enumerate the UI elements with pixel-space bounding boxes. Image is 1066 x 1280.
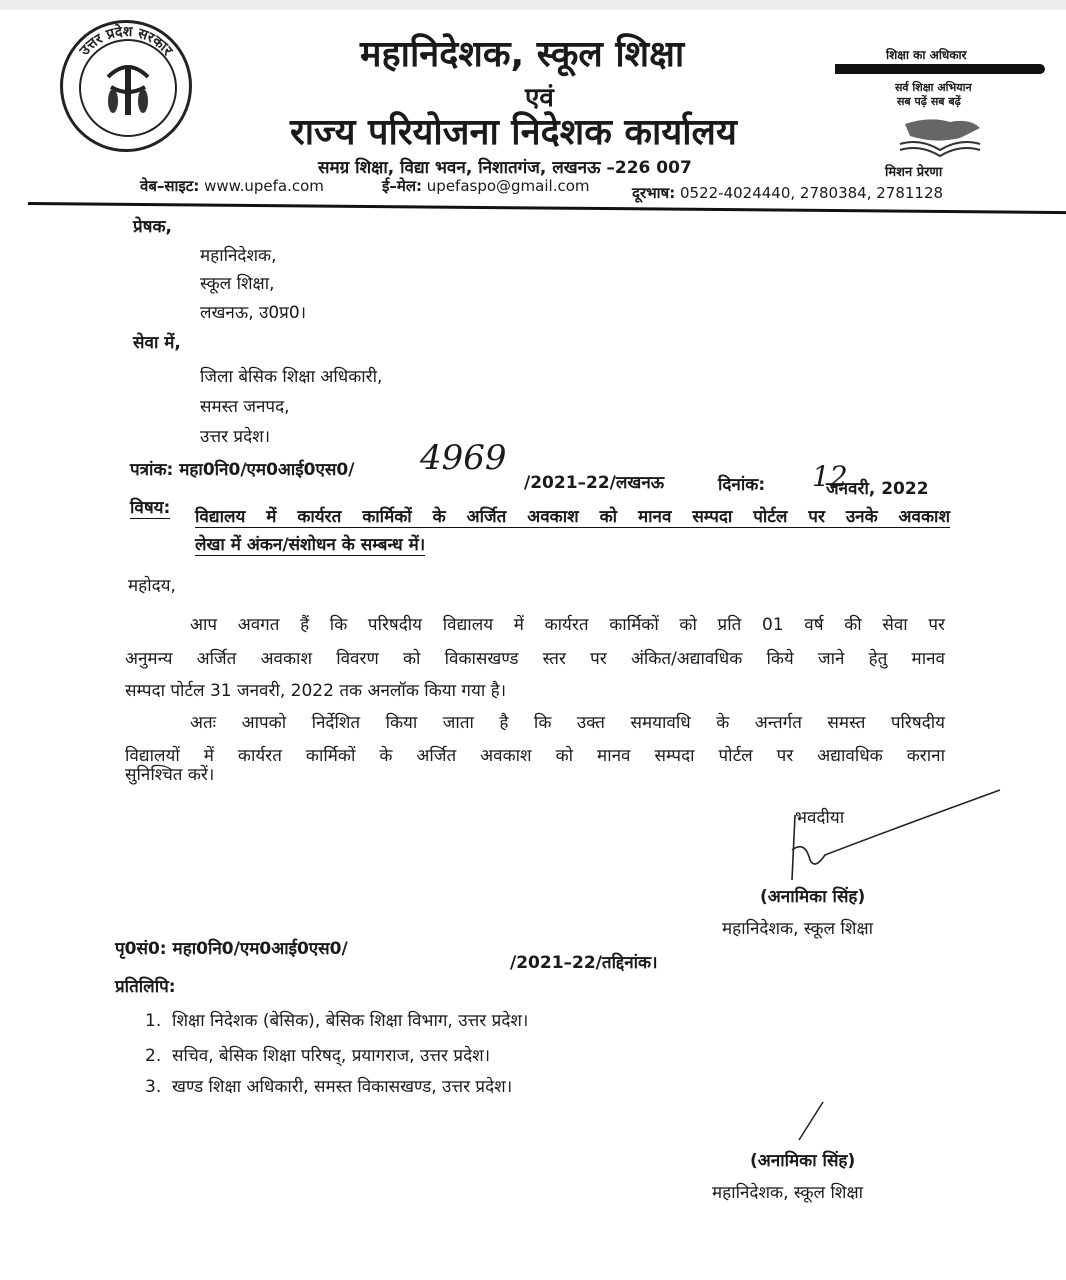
emblem-ring-label: उत्तर प्रदेश सरकार	[76, 23, 176, 59]
mission-prerna-book-map-icon	[890, 114, 990, 158]
reference-line	[130, 457, 354, 480]
endorsement-reference-suffix: /2021–22/तद्दिनांक।	[510, 953, 658, 973]
date-label: दिनांक:	[718, 475, 766, 495]
signatory-name: (अनामिका सिंह)	[760, 887, 866, 907]
copy-item-text: शिक्षा निदेशक (बेसिक), बेसिक शिक्षा विभाग, उत्तर प्रदेश।	[172, 1011, 529, 1031]
copy-item-number: 3.	[145, 1077, 162, 1097]
sarva-shiksha-abhiyan-logo	[835, 34, 1050, 184]
ssa-text: सर्व शिक्षा अभियान	[895, 81, 972, 94]
subject-line: विद्यालय में कार्यरत कार्मिकों के अर्जित अवकाश को मानव सम्पदा पोर्टल पर उनके अवकाश	[195, 504, 950, 528]
svg-text:उत्तर प्रदेश सरकार	[76, 23, 176, 60]
closing-text: भवदीया	[795, 808, 845, 828]
rte-banner-text: शिक्षा का अधिकार	[883, 46, 970, 63]
sender-line: लखनऊ, उ0प्र0।	[200, 303, 307, 323]
sender-label: प्रेषक,	[133, 217, 173, 237]
subject-line: लेखा में अंकन/संशोधन के सम्बन्ध में।	[195, 532, 425, 556]
date-month-year: जनवरी, 2022	[826, 479, 929, 499]
handwritten-signature	[770, 780, 1005, 900]
paragraph-1-line: अनुमन्य अर्जित अवकाश विवरण को विकासखण्ड स्तर पर अंकित/अद्यावधिक किये जाने हेतु मानव	[125, 649, 945, 669]
phone-label: दूरभाष:	[632, 184, 676, 202]
bow-fish-emblem-icon	[103, 57, 153, 117]
pencil-graphic-icon	[835, 64, 1045, 74]
ssa-slogan: सब पढ़ें सब बढ़ें	[897, 95, 961, 108]
letterhead-divider	[28, 202, 1066, 214]
website-label: वेब–साइट:	[140, 177, 200, 195]
reference-prefix: महा0नि0/एम0आई0एस0/	[179, 460, 355, 480]
subject-label: विषय:	[130, 495, 170, 519]
paragraph-1-line: सम्पदा पोर्टल 31 जनवरी, 2022 तक अनलॉक किया गया है।	[125, 681, 507, 701]
sender-line: महानिदेशक,	[200, 246, 277, 266]
website-contact	[140, 176, 324, 196]
handwritten-letter-number: 4969	[420, 438, 507, 478]
paragraph-1-line: आप अवगत हैं कि परिषदीय विद्यालय में कार्यरत कार्मिकों को प्रति 01 वर्ष की सेवा पर	[190, 615, 945, 635]
handwritten-initial	[795, 1100, 825, 1145]
copy-item-number: 1.	[145, 1011, 162, 1031]
paragraph-2-line: सुनिश्चित करें।	[125, 765, 215, 785]
website-link[interactable]: www.upefa.com	[204, 177, 324, 195]
reference-label: पत्रांक:	[130, 460, 174, 480]
signatory-designation: महानिदेशक, स्कूल शिक्षा	[712, 1183, 864, 1203]
copy-to-label: प्रतिलिपि:	[115, 977, 176, 997]
signatory-name: (अनामिका सिंह)	[750, 1151, 856, 1171]
email-link[interactable]: upefaspo@gmail.com	[426, 177, 590, 195]
salutation: महोदय,	[128, 576, 176, 596]
recipient-label: सेवा में,	[133, 333, 181, 353]
copy-item-text: सचिव, बेसिक शिक्षा परिषद्, प्रयागराज, उत्तर प्रदेश।	[172, 1046, 491, 1066]
scan-top-edge	[0, 0, 1066, 10]
phone-contact	[632, 183, 943, 203]
copy-item-number: 2.	[145, 1046, 162, 1066]
email-label: ई–मेल:	[382, 177, 423, 195]
letterhead-conjunction: एवं	[525, 83, 554, 113]
mission-prerna-text: मिशन प्रेरणा	[885, 165, 943, 180]
signatory-designation: महानिदेशक, स्कूल शिक्षा	[722, 919, 874, 939]
sender-line: स्कूल शिक्षा,	[200, 274, 275, 294]
paragraph-2-line: अतः आपको निर्देशित किया जाता है कि उक्त समयावधि के अन्तर्गत समस्त परिषदीय	[190, 713, 945, 733]
recipient-line: समस्त जनपद,	[200, 397, 290, 417]
letterhead-office-name: राज्य परियोजना निदेशक कार्यालय	[290, 112, 737, 153]
reference-suffix: /2021–22/लखनऊ	[524, 473, 665, 493]
copy-list-item	[145, 1043, 490, 1066]
recipient-line: जिला बेसिक शिक्षा अधिकारी,	[200, 367, 383, 387]
copy-item-text: खण्ड शिक्षा अधिकारी, समस्त विकासखण्ड, उत्तर प्रदेश।	[172, 1077, 513, 1097]
email-contact	[382, 176, 590, 196]
letterhead-address: समग्र शिक्षा, विद्या भवन, निशातगंज, लखनऊ –226 007	[318, 158, 692, 178]
letterhead-title: महानिदेशक, स्कूल शिक्षा	[360, 34, 685, 75]
paragraph-2-line: विद्यालयों में कार्यरत कार्मिकों के अर्जित अवकाश को मानव सम्पदा पोर्टल पर अद्यावधिक कराना	[125, 746, 945, 766]
handwritten-date-day: 12	[812, 460, 848, 493]
copy-list-item	[145, 1008, 528, 1031]
up-government-emblem-logo	[60, 20, 192, 152]
phone-numbers: 0522-4024440, 2780384, 2781128	[679, 184, 944, 202]
endorsement-reference: पृ0सं0: महा0नि0/एम0आई0एस0/	[115, 939, 348, 959]
recipient-line: उत्तर प्रदेश।	[200, 427, 271, 447]
copy-list-item	[145, 1074, 512, 1097]
